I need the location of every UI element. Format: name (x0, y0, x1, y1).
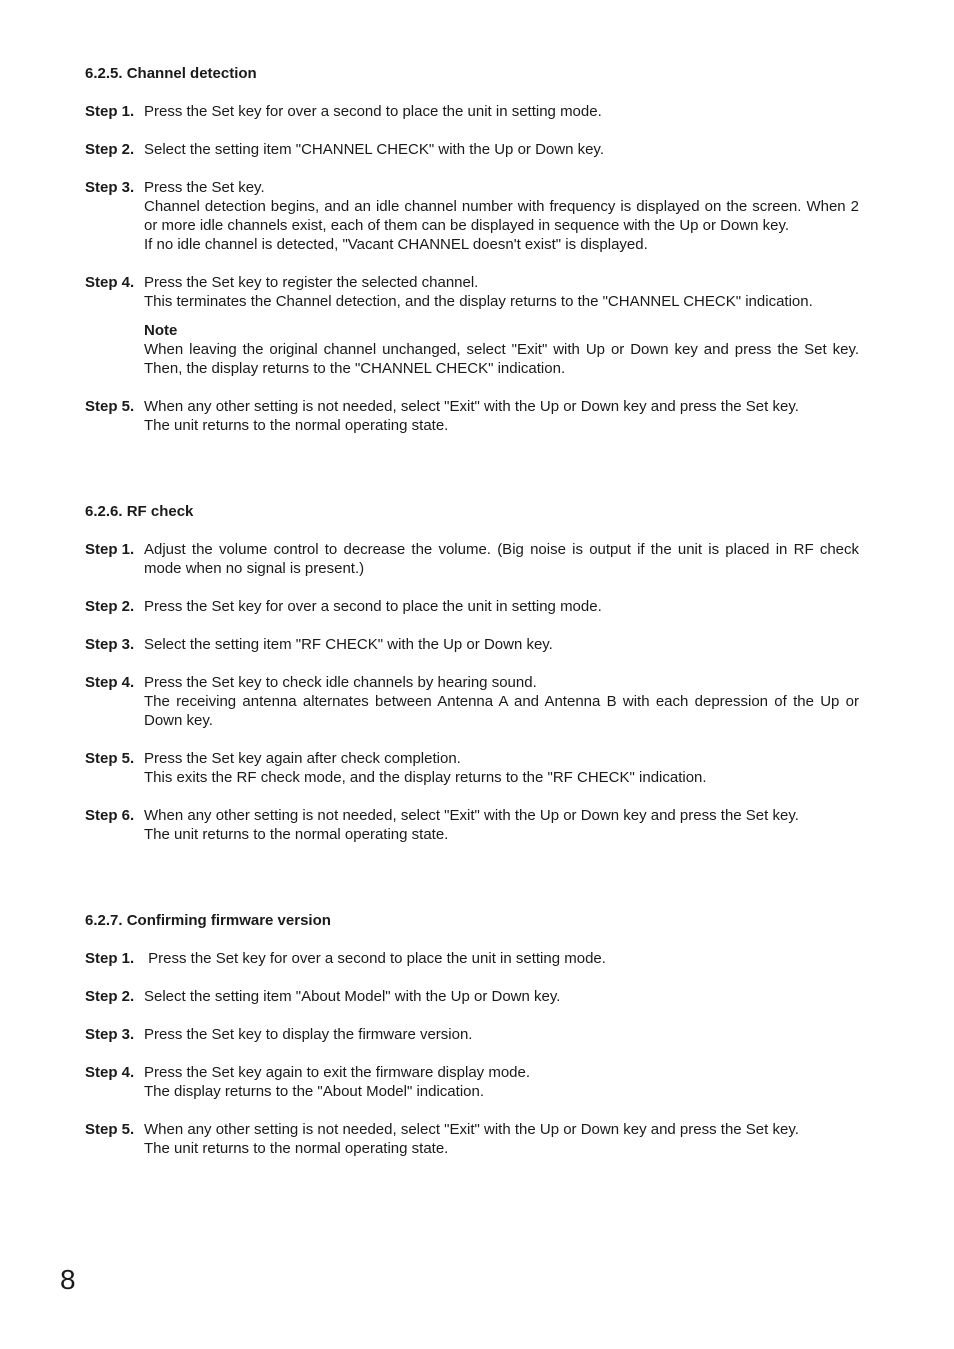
step (85, 1025, 859, 1044)
step-body (144, 987, 859, 1006)
section-spacer (85, 454, 859, 502)
step-text: Adjust the volume control to decrease the volume. (Big noise is output if the unit is placed in RF check mode when no signal is present.) (144, 541, 859, 577)
step-label: Step 3. (85, 1026, 135, 1043)
step-body (144, 673, 859, 730)
section-spacer (85, 863, 859, 911)
document-page (85, 64, 859, 1177)
step-text: Select the setting item "CHANNEL CHECK" with the Up or Down key. (144, 141, 604, 158)
step-text: This exits the RF check mode, and the display returns to the "RF CHECK" indication. (144, 769, 707, 786)
step-text: Press the Set key for over a second to place the unit in setting mode. (144, 950, 606, 967)
step (85, 635, 859, 654)
step-body (144, 140, 859, 159)
step-body (144, 273, 859, 378)
step-label: Step 2. (85, 598, 135, 615)
step-body (144, 749, 859, 787)
step-body (144, 397, 859, 435)
step-text: If no idle channel is detected, "Vacant CHANNEL doesn't exist" is displayed. (144, 236, 648, 253)
step-text: Press the Set key again to exit the firmware display mode. (144, 1064, 531, 1081)
section-firmware-version (85, 911, 859, 1158)
step (85, 1120, 859, 1158)
step (85, 178, 859, 254)
step (85, 987, 859, 1006)
step-text: When any other setting is not needed, select "Exit" with the Up or Down key and press the Set key. (144, 807, 799, 824)
step-text: Press the Set key to display the firmware version. (144, 1026, 473, 1043)
step (85, 397, 859, 435)
step-text: Press the Set key to check idle channels by hearing sound. (144, 674, 537, 691)
step-text: The unit returns to the normal operating state. (144, 417, 449, 434)
step-text: When any other setting is not needed, select "Exit" with the Up or Down key and press the Set key. (144, 1121, 799, 1138)
step-body (144, 1063, 859, 1101)
step-body (144, 1025, 859, 1044)
step (85, 1063, 859, 1101)
step-label: Step 2. (85, 988, 135, 1005)
step-label: Step 3. (85, 179, 135, 196)
note-text: When leaving the original channel unchanged, select "Exit" with Up or Down key and press the Set key. Then, the display returns to the "CHANNEL CHECK" indication. (144, 341, 859, 377)
step-text: Channel detection begins, and an idle channel number with frequency is displayed on the screen. When 2 or more idle channels exist, each of them can be displayed in sequence with the Up or Down key. (144, 198, 859, 234)
step-text: The receiving antenna alternates between Antenna A and Antenna B with each depression of the Up or Down key. (144, 693, 859, 729)
step-text: Press the Set key for over a second to place the unit in setting mode. (144, 598, 602, 615)
step-label: Step 4. (85, 1064, 135, 1081)
step-label: Step 5. (85, 398, 135, 415)
step-label: Step 1. (85, 541, 135, 558)
section-title: 6.2.6. RF check (85, 503, 194, 520)
step (85, 140, 859, 159)
section-channel-detection (85, 64, 859, 435)
step-label: Step 5. (85, 1121, 135, 1138)
step-body (144, 178, 859, 254)
step (85, 273, 859, 378)
step-body (144, 540, 859, 578)
section-title: 6.2.5. Channel detection (85, 65, 257, 82)
step-text: The display returns to the "About Model" indication. (144, 1083, 485, 1100)
step-body (144, 1120, 859, 1158)
step-body (144, 949, 859, 968)
note-block (144, 321, 859, 378)
step-text: Select the setting item "RF CHECK" with the Up or Down key. (144, 636, 553, 653)
step (85, 102, 859, 121)
step-label: Step 3. (85, 636, 135, 653)
step-body (144, 102, 859, 121)
step-label: Step 1. (85, 103, 135, 120)
step-text: The unit returns to the normal operating state. (144, 826, 449, 843)
step-label: Step 5. (85, 750, 135, 767)
step (85, 949, 859, 968)
section-title: 6.2.7. Confirming firmware version (85, 912, 331, 929)
step (85, 673, 859, 730)
step-text: Press the Set key for over a second to place the unit in setting mode. (144, 103, 602, 120)
step-label: Step 4. (85, 674, 135, 691)
step-label: Step 4. (85, 274, 135, 291)
section-rf-check (85, 502, 859, 844)
step-label: Step 2. (85, 141, 135, 158)
step (85, 540, 859, 578)
page-number: 8 (60, 1264, 76, 1295)
step-text: Press the Set key again after check completion. (144, 750, 461, 767)
step-text: When any other setting is not needed, select "Exit" with the Up or Down key and press the Set key. (144, 398, 799, 415)
step-text: Select the setting item "About Model" with the Up or Down key. (144, 988, 561, 1005)
step-text: Press the Set key. (144, 179, 265, 196)
step-text: The unit returns to the normal operating state. (144, 1140, 449, 1157)
step-body (144, 597, 859, 616)
step-body (144, 635, 859, 654)
step-label: Step 6. (85, 807, 135, 824)
step-text: Press the Set key to register the selected channel. (144, 274, 479, 291)
step-text: This terminates the Channel detection, and the display returns to the "CHANNEL CHECK" indication. (144, 293, 813, 310)
step-body (144, 806, 859, 844)
step-label: Step 1. (85, 950, 135, 967)
step (85, 749, 859, 787)
step (85, 597, 859, 616)
note-title: Note (144, 322, 178, 339)
step (85, 806, 859, 844)
